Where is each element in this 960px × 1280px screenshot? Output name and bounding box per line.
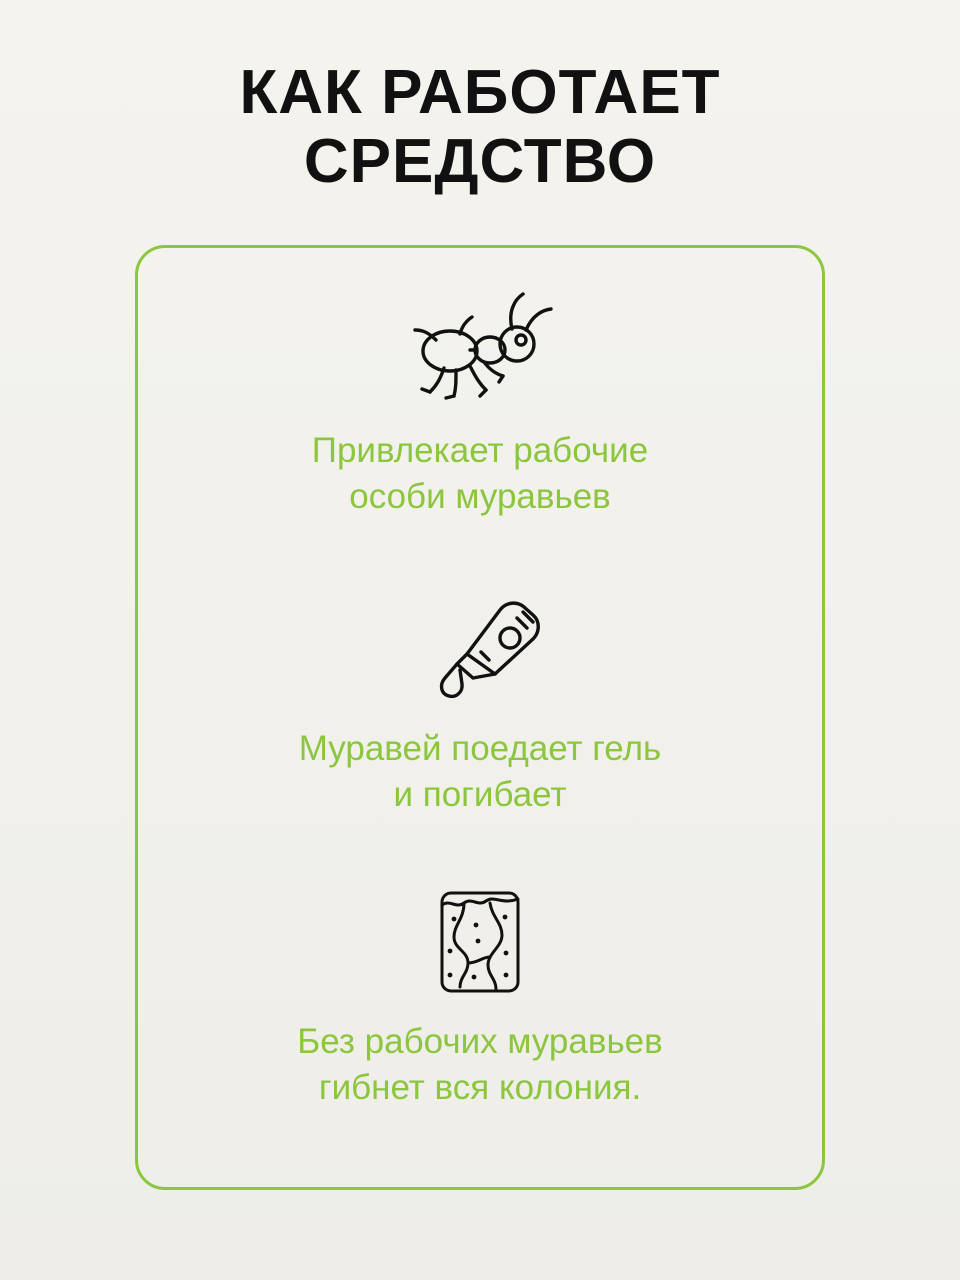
step-caption-line-1: Без рабочих муравьев bbox=[297, 1021, 663, 1061]
step-caption-line-1: Муравей поедает гель bbox=[298, 729, 662, 769]
step-caption bbox=[200, 1019, 760, 1111]
step-item bbox=[138, 879, 822, 1111]
step-caption-line-2: гибнет вся колония. bbox=[318, 1067, 642, 1107]
step-caption bbox=[200, 726, 760, 818]
page-title-line-2: СРЕДСТВО bbox=[303, 127, 657, 197]
step-caption-line-2: особи муравьев bbox=[349, 477, 611, 517]
steps-card bbox=[135, 245, 825, 1190]
gel-tube-icon bbox=[405, 586, 555, 712]
step-caption-line-2: и погибает bbox=[393, 775, 567, 815]
page-title bbox=[100, 58, 860, 197]
step-caption bbox=[200, 428, 760, 520]
step-item bbox=[138, 586, 822, 818]
step-caption-line-1: Привлекает рабочие bbox=[311, 430, 649, 470]
page-title-line-1: КАК РАБОТАЕТ bbox=[239, 58, 721, 127]
ant-colony-icon bbox=[410, 879, 550, 1005]
step-item bbox=[138, 288, 822, 520]
ant-icon bbox=[400, 288, 560, 414]
